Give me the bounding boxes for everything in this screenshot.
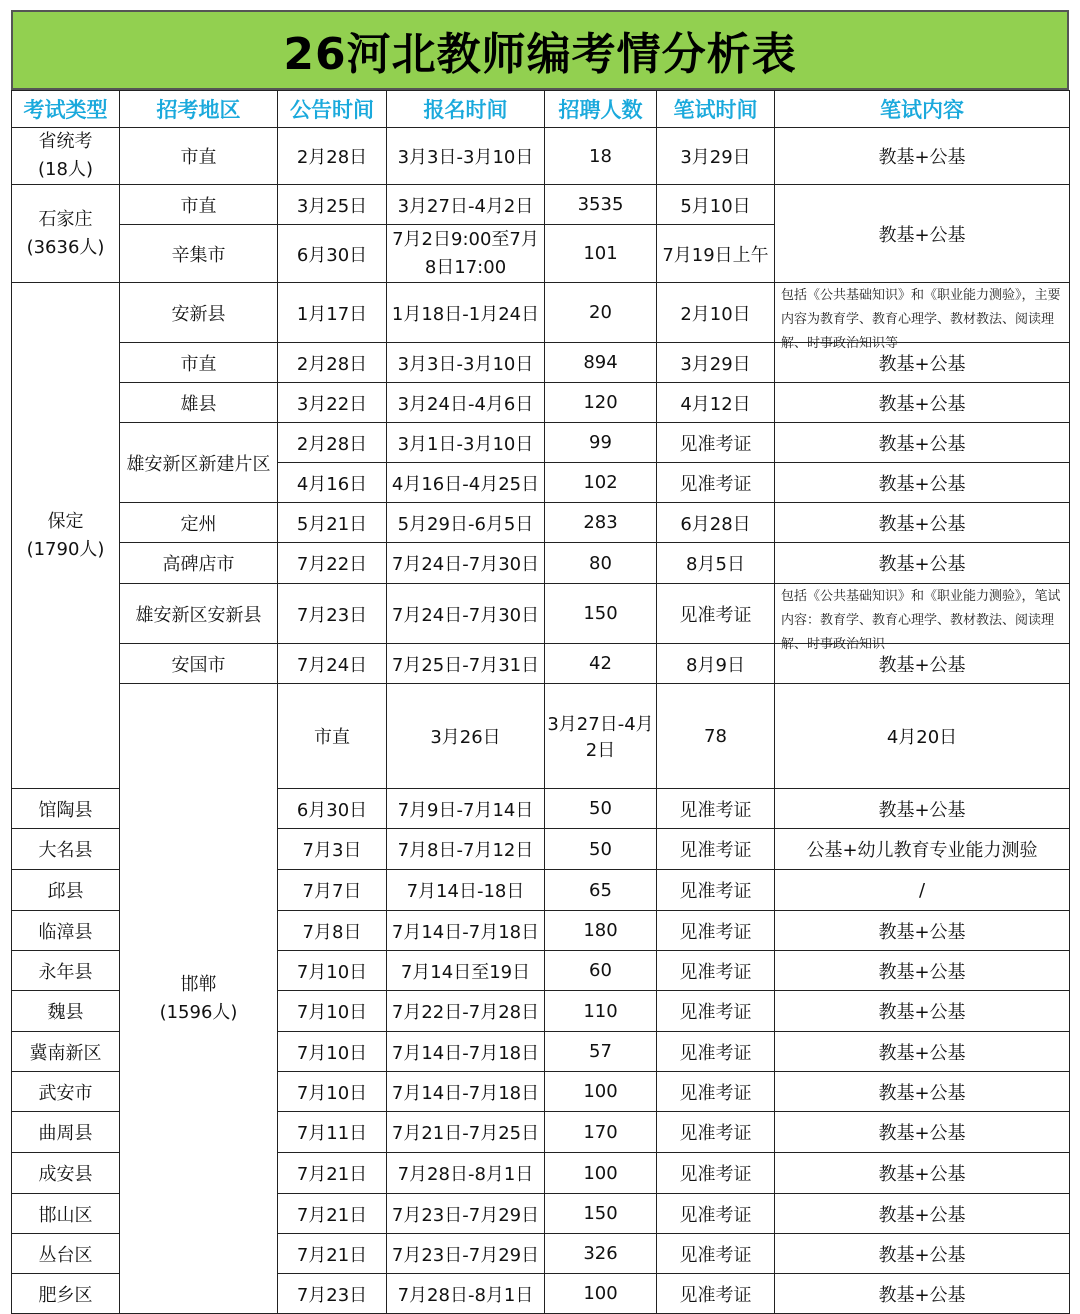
content-cell: 教基+公基: [775, 1234, 1070, 1274]
region-cell: 临漳县: [12, 911, 120, 951]
announce-cell: 7月11日: [278, 1112, 387, 1153]
count-cell: 100: [545, 1153, 657, 1194]
count-cell: 57: [545, 1032, 657, 1072]
count-cell: 120: [545, 383, 657, 423]
announce-cell: 7月21日: [278, 1194, 387, 1234]
signup-cell: 7月14日-7月18日: [387, 1072, 545, 1112]
exam-time-cell: 见准考证: [657, 1112, 775, 1153]
exam-time-cell: 见准考证: [657, 870, 775, 911]
content-cell: 教基+公基: [775, 463, 1070, 503]
content-cell: 教基+公基: [775, 543, 1070, 584]
header-exam-type: 考试类型: [12, 91, 120, 128]
category-name: 保定: [47, 510, 84, 532]
signup-cell: 7月24日-7月30日: [387, 543, 545, 584]
page-title: 26河北教师编考情分析表: [283, 29, 797, 80]
count-cell: 150: [545, 1194, 657, 1234]
announce-cell: 3月26日: [387, 684, 545, 789]
content-note-cell: [775, 584, 1070, 652]
category-count: (3636人): [26, 236, 105, 258]
count-cell: 3535: [545, 185, 657, 225]
signup-cell: 5月29日-6月5日: [387, 503, 545, 543]
category-count: (1790人): [26, 538, 105, 560]
signup-cell: 7月28日-8月1日: [387, 1153, 545, 1194]
signup-cell: 7月28日-8月1日: [387, 1274, 545, 1314]
category-cell: [12, 283, 120, 789]
region-cell: 永年县: [12, 951, 120, 991]
content-cell: 教基+公基: [775, 128, 1070, 185]
count-cell: 20: [545, 283, 657, 343]
content-cell: 教基+公基: [775, 644, 1070, 684]
count-cell: 50: [545, 829, 657, 870]
region-cell: 市直: [278, 684, 387, 789]
signup-cell: 3月24日-4月6日: [387, 383, 545, 423]
signup-cell: 3月27日-4月2日: [387, 185, 545, 225]
header-recruit-count: 招聘人数: [545, 91, 657, 128]
signup-cell: 3月1日-3月10日: [387, 423, 545, 463]
category-count: (1596人): [159, 1001, 238, 1023]
signup-cell: 1月18日-1月24日: [387, 283, 545, 343]
count-cell: 102: [545, 463, 657, 503]
count-cell: 100: [545, 1274, 657, 1314]
table-row: [12, 128, 1070, 185]
content-cell: 教基+公基: [775, 951, 1070, 991]
table-row: [12, 343, 1070, 383]
announce-cell: 7月10日: [278, 1032, 387, 1072]
region-cell: 雄安新区新建片区: [120, 423, 278, 503]
announce-cell: 4月16日: [278, 463, 387, 503]
header-signup-time: 报名时间: [387, 91, 545, 128]
category-cell: [12, 185, 120, 283]
announce-cell: 7月24日: [278, 644, 387, 684]
announce-cell: 7月7日: [278, 870, 387, 911]
exam-time-cell: 4月12日: [657, 383, 775, 423]
signup-cell: 7月9日-7月14日: [387, 789, 545, 829]
exam-time-cell: 3月29日: [657, 343, 775, 383]
signup-cell: 7月14日-7月18日: [387, 911, 545, 951]
exam-time-cell: 5月10日: [657, 185, 775, 225]
table-row: [12, 383, 1070, 423]
announce-cell: 3月22日: [278, 383, 387, 423]
content-cell: 教基+公基: [775, 1194, 1070, 1234]
region-cell: 安国市: [120, 644, 278, 684]
signup-cell: 7月8日-7月12日: [387, 829, 545, 870]
content-cell: 教基+公基: [775, 185, 1070, 283]
table-row: [12, 423, 1070, 463]
exam-table: [11, 90, 1070, 1314]
exam-time-cell: 8月5日: [657, 543, 775, 584]
content-cell: 教基+公基: [775, 789, 1070, 829]
exam-time-cell: 见准考证: [657, 1234, 775, 1274]
count-cell: 65: [545, 870, 657, 911]
count-cell: 18: [545, 128, 657, 185]
region-cell: 丛台区: [12, 1234, 120, 1274]
header-exam-content: 笔试内容: [775, 91, 1070, 128]
content-cell: 教基+公基: [775, 991, 1070, 1032]
content-cell: 教基+公基: [775, 423, 1070, 463]
header-announce-time: 公告时间: [278, 91, 387, 128]
count-cell: 78: [657, 684, 775, 789]
region-cell: 武安市: [12, 1072, 120, 1112]
announce-cell: 2月28日: [278, 128, 387, 185]
exam-time-cell: 8月9日: [657, 644, 775, 684]
count-cell: 150: [545, 584, 657, 644]
announce-cell: 2月28日: [278, 423, 387, 463]
count-cell: 170: [545, 1112, 657, 1153]
announce-cell: 3月25日: [278, 185, 387, 225]
exam-time-cell: 见准考证: [657, 423, 775, 463]
content-cell: 教基+公基: [775, 911, 1070, 951]
exam-time-cell: 见准考证: [657, 1032, 775, 1072]
count-cell: 50: [545, 789, 657, 829]
announce-cell: 2月28日: [278, 343, 387, 383]
content-note-cell: [775, 283, 1070, 351]
signup-cell: 7月21日-7月25日: [387, 1112, 545, 1153]
table-row: [12, 185, 1070, 225]
announce-cell: 6月30日: [278, 225, 387, 283]
signup-cell: 7月14日-18日: [387, 870, 545, 911]
content-cell: 公基+幼儿教育专业能力测验: [775, 829, 1070, 870]
count-cell: 101: [545, 225, 657, 283]
count-cell: 42: [545, 644, 657, 684]
signup-cell: 7月14日至19日: [387, 951, 545, 991]
announce-cell: 7月23日: [278, 584, 387, 644]
exam-time-cell: 见准考证: [657, 951, 775, 991]
announce-cell: 7月10日: [278, 991, 387, 1032]
region-cell: 高碑店市: [120, 543, 278, 584]
announce-cell: 7月21日: [278, 1153, 387, 1194]
signup-cell: 7月23日-7月29日: [387, 1234, 545, 1274]
signup-cell: 3月3日-3月10日: [387, 343, 545, 383]
category-name: 省统考: [38, 131, 93, 152]
content-cell: 教基+公基: [775, 503, 1070, 543]
table-row: [12, 584, 1070, 644]
content-cell: 教基+公基: [775, 383, 1070, 423]
exam-time-cell: 3月29日: [657, 128, 775, 185]
category-name: 邯郸: [180, 973, 217, 995]
table-row: [12, 684, 1070, 789]
region-cell: 安新县: [120, 283, 278, 343]
count-cell: 100: [545, 1072, 657, 1112]
exam-time-cell: 见准考证: [657, 1153, 775, 1194]
content-cell: 教基+公基: [775, 1112, 1070, 1153]
region-cell: 邯山区: [12, 1194, 120, 1234]
announce-cell: 7月21日: [278, 1234, 387, 1274]
table-row: [12, 644, 1070, 684]
region-cell: 曲周县: [12, 1112, 120, 1153]
category-count: (18人): [38, 159, 93, 180]
region-cell: 定州: [120, 503, 278, 543]
signup-cell: 4月16日-4月25日: [387, 463, 545, 503]
announce-cell: 5月21日: [278, 503, 387, 543]
count-cell: 180: [545, 911, 657, 951]
region-cell: 大名县: [12, 829, 120, 870]
announce-cell: 7月10日: [278, 1072, 387, 1112]
header-row: [12, 91, 1070, 128]
region-cell: 魏县: [12, 991, 120, 1032]
exam-time-cell: 见准考证: [657, 829, 775, 870]
count-cell: 99: [545, 423, 657, 463]
content-cell: 教基+公基: [775, 1153, 1070, 1194]
count-cell: 283: [545, 503, 657, 543]
signup-cell: 7月14日-7月18日: [387, 1032, 545, 1072]
announce-cell: 7月22日: [278, 543, 387, 584]
exam-time-cell: 见准考证: [657, 789, 775, 829]
exam-time-cell: 见准考证: [657, 1072, 775, 1112]
region-cell: 市直: [120, 128, 278, 185]
signup-cell: 3月3日-3月10日: [387, 128, 545, 185]
content-cell: 教基+公基: [775, 1072, 1070, 1112]
announce-cell: 7月10日: [278, 951, 387, 991]
table-row: [12, 503, 1070, 543]
signup-cell: 7月24日-7月30日: [387, 584, 545, 644]
region-cell: 市直: [120, 343, 278, 383]
exam-time-cell: 7月19日上午: [657, 225, 775, 283]
announce-cell: 7月3日: [278, 829, 387, 870]
category-cell: [120, 684, 278, 1314]
signup-cell: 3月27日-4月2日: [545, 684, 657, 789]
region-cell: 市直: [120, 185, 278, 225]
count-cell: 60: [545, 951, 657, 991]
table-row: [12, 543, 1070, 584]
region-cell: 辛集市: [120, 225, 278, 283]
region-cell: 馆陶县: [12, 789, 120, 829]
content-note: 包括《公共基础知识》和《职业能力测验》，主要内容为教育学、教育心理学、教材教法、阅读理解、时事政治知识等: [781, 287, 1061, 351]
exam-time-cell: 见准考证: [657, 991, 775, 1032]
announce-cell: 1月17日: [278, 283, 387, 343]
exam-time-cell: 见准考证: [657, 463, 775, 503]
exam-time-cell: 见准考证: [657, 1194, 775, 1234]
count-cell: 894: [545, 343, 657, 383]
table-row: [12, 283, 1070, 343]
region-cell: 雄县: [120, 383, 278, 423]
exam-time-cell: 见准考证: [657, 1274, 775, 1314]
exam-time-cell: 6月28日: [657, 503, 775, 543]
announce-cell: 7月23日: [278, 1274, 387, 1314]
header-exam-time: 笔试时间: [657, 91, 775, 128]
signup-cell: 7月2日9:00至7月8日17:00: [387, 225, 545, 283]
region-cell: 成安县: [12, 1153, 120, 1194]
exam-time-cell: 4月20日: [775, 684, 1070, 789]
region-cell: 冀南新区: [12, 1032, 120, 1072]
exam-time-cell: 见准考证: [657, 584, 775, 644]
signup-cell: 7月25日-7月31日: [387, 644, 545, 684]
count-cell: 326: [545, 1234, 657, 1274]
region-cell: 邱县: [12, 870, 120, 911]
title-banner: [11, 10, 1069, 90]
count-cell: 110: [545, 991, 657, 1032]
category-cell: [12, 128, 120, 185]
exam-time-cell: 2月10日: [657, 283, 775, 343]
content-cell: 教基+公基: [775, 1032, 1070, 1072]
content-note: 包括《公共基础知识》和《职业能力测验》，笔试内容：教育学、教育心理学、教材教法、阅读理解、时事政治知识: [781, 588, 1061, 652]
category-name: 石家庄: [38, 208, 93, 230]
content-cell: /: [775, 870, 1070, 911]
content-cell: 教基+公基: [775, 343, 1070, 383]
signup-cell: 7月22日-7月28日: [387, 991, 545, 1032]
exam-time-cell: 见准考证: [657, 911, 775, 951]
announce-cell: 7月8日: [278, 911, 387, 951]
content-cell: 教基+公基: [775, 1274, 1070, 1314]
header-region: 招考地区: [120, 91, 278, 128]
region-cell: 肥乡区: [12, 1274, 120, 1314]
count-cell: 80: [545, 543, 657, 584]
announce-cell: 6月30日: [278, 789, 387, 829]
region-cell: 雄安新区安新县: [120, 584, 278, 644]
signup-cell: 7月23日-7月29日: [387, 1194, 545, 1234]
